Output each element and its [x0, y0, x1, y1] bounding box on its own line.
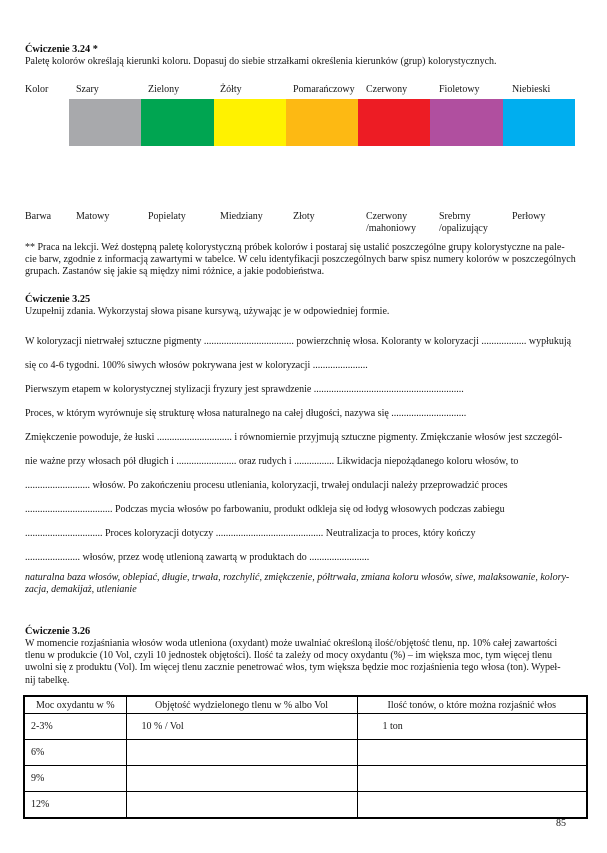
page-number: 85: [556, 818, 566, 829]
table-row: [24, 740, 587, 766]
exercise-326-paragraph: [25, 638, 561, 687]
paragraph-line: W momencie rozjaśniania włosów woda utleniona (oxydant) może uwalniać określoną ilość/objętość tlenu, np. 10% całej zawartości: [25, 638, 558, 649]
color-swatch-zielony: [141, 99, 213, 146]
table-row: [24, 766, 587, 792]
fill-in-line: nie ważne przy włosach pół długich i ........................ oraz rudych i ................ Likwidacja niepożądanego koloru włosów, to: [25, 456, 519, 467]
color-name-fioletowy: Fioletowy: [439, 84, 480, 95]
color-swatch-zolty: [214, 99, 286, 146]
fill-in-line: Pierwszym etapem w kolorystycznej stylizacji fryzury jest sprawdzenie ............................................................: [25, 384, 464, 395]
table-cell: 6%: [24, 740, 126, 766]
paragraph-line: nij tabelkę.: [25, 674, 70, 686]
exercise-324-title: Ćwiczenie 3.24 *: [25, 44, 98, 55]
table-header-cell: Moc oxydantu w %: [24, 696, 126, 714]
table-header-cell: Objętość wydzielonego tlenu w % albo Vol: [126, 696, 357, 714]
color-swatch-niebieski: [503, 99, 575, 146]
exercise-325-title: Ćwiczenie 3.25: [25, 294, 91, 305]
exercise-326-title: Ćwiczenie 3.26: [25, 626, 91, 637]
paragraph-line: tlenu w produkcie (10 Vol, czyli 10 jednostek objętości). Ilość ta zależy od mocy oxydantu (%) – im większa moc, tym więcej tlenu: [25, 650, 552, 662]
fill-in-line: W koloryzacji nietrwałej sztuczne pigmenty .................................... powierzchnię włosa. Koloranty w koloryzacji .................. wypłukują: [25, 336, 572, 347]
paragraph-line: uwolni się z produktu (Vol). Im więcej tlenu zacznie penetrować włos, tym większa będzie moc rozjaśnienia tego włosa (ton). Wypeł-: [25, 662, 561, 674]
fill-in-line: .......................... włosów. Po zakończeniu procesu utleniania, koloryzacji, trwałej ondulacji należy przeprowadzić proces: [25, 480, 508, 491]
fill-in-line: Zmiękczenie powoduje, że łuski .............................. i równomiernie przyjmują sztuczne pigmenty. Zmiękczanie włosów jest szczegól-: [25, 432, 563, 443]
color-swatch-pomaranczowy: [286, 99, 358, 146]
barwa-srebrny-opalizujacy: Srebrny /opalizujący: [439, 211, 488, 234]
table-row: [24, 714, 587, 740]
barwa-matowy: Matowy: [76, 211, 110, 222]
barwa-czerwony-mahoniowy: Czerwony /mahoniowy: [366, 211, 416, 234]
color-palette: [69, 99, 575, 146]
barwa-miedziany: Miedziany: [220, 211, 263, 222]
color-name-zielony: Zielony: [148, 84, 180, 95]
color-name-zolty: Żółty: [220, 84, 242, 95]
exercise-325-instruction: Uzupełnij zdania. Wykorzystaj słowa pisane kursywą, używając je w odpowiedniej formie.: [25, 306, 390, 317]
color-name-pomaranczowy: Pomarańczowy: [293, 84, 355, 95]
barwa-perlowy: Perłowy: [512, 211, 546, 222]
color-name-czerwony: Czerwony: [366, 84, 408, 95]
table-cell: 2-3%: [24, 714, 126, 740]
note-line: ** Praca na lekcji. Weź dostępną paletę kolorystyczną próbek kolorów i postaraj się ustalić poszczególne grupy kolorystyczne na pale-: [25, 242, 565, 253]
lesson-note: [25, 242, 576, 279]
color-swatch-szary: [69, 99, 141, 146]
fill-in-sentences: [25, 330, 571, 570]
exercise-324-instruction: Paletę kolorów określają kierunki koloru. Dopasuj do siebie strzałkami określenia kierunków (grup) kolorystycznych.: [25, 56, 497, 67]
table-cell: [126, 792, 357, 819]
color-name-niebieski: Niebieski: [512, 84, 551, 95]
note-line: cie barw, zgodnie z informacją zawartymi w tabelce. W celu identyfikacji poszczególnych barw spisz numery kolorów w poszczególnych: [25, 254, 576, 266]
color-name-szary: Szary: [76, 84, 99, 95]
word-bank-line: zacja, demakijaż, utlenianie: [25, 584, 137, 596]
note-line: grupach. Zastanów się jakie są między nimi różnice, a jakie podobieństwa.: [25, 266, 325, 278]
table-header-cell: Ilość tonów, o które można rozjaśnić włos: [357, 696, 587, 714]
kolor-row-label: Kolor: [25, 84, 49, 95]
fill-in-line: ................................... Podczas mycia włosów po farbowaniu, produkt odkleja się od łodyg włosowych podczas zabiegu: [25, 504, 505, 515]
table-cell: [357, 766, 587, 792]
word-bank-line: naturalna baza włosów, oblepiać, długie, trwała, rozchylić, zmiękczenie, półtrwała, zmiana koloru włosów, siwe, malaksowanie, kolory-: [25, 572, 570, 583]
table-cell: [126, 740, 357, 766]
table-row: [24, 792, 587, 819]
barwa-zloty: Złoty: [293, 211, 315, 222]
table-cell: 10 % / Vol: [126, 714, 357, 740]
color-swatch-fioletowy: [430, 99, 502, 146]
table-cell: [357, 792, 587, 819]
table-cell: 1 ton: [357, 714, 587, 740]
table-header-row: [24, 696, 587, 714]
fill-in-line: się co 4-6 tygodni. 100% siwych włosów pokrywana jest w koloryzacji ......................: [25, 360, 368, 371]
oxidant-table: [23, 695, 588, 819]
color-swatch-czerwony: [358, 99, 430, 146]
table-cell: 12%: [24, 792, 126, 819]
fill-in-line: ...................... włosów, przez wodę utlenioną zawartą w produktach do ........................: [25, 552, 370, 563]
barwa-row-label: Barwa: [25, 211, 52, 222]
word-bank: [25, 572, 569, 596]
fill-in-line: Proces, w którym wyrównuje się strukturę włosa naturalnego na całej długości, nazywa się ..............................: [25, 408, 467, 419]
fill-in-line: ............................... Proces koloryzacji dotyczy ........................................... Neutralizacja to proces, który kończy: [25, 528, 476, 539]
barwa-popielaty: Popielaty: [148, 211, 186, 222]
table-cell: 9%: [24, 766, 126, 792]
table-cell: [357, 740, 587, 766]
table-cell: [126, 766, 357, 792]
